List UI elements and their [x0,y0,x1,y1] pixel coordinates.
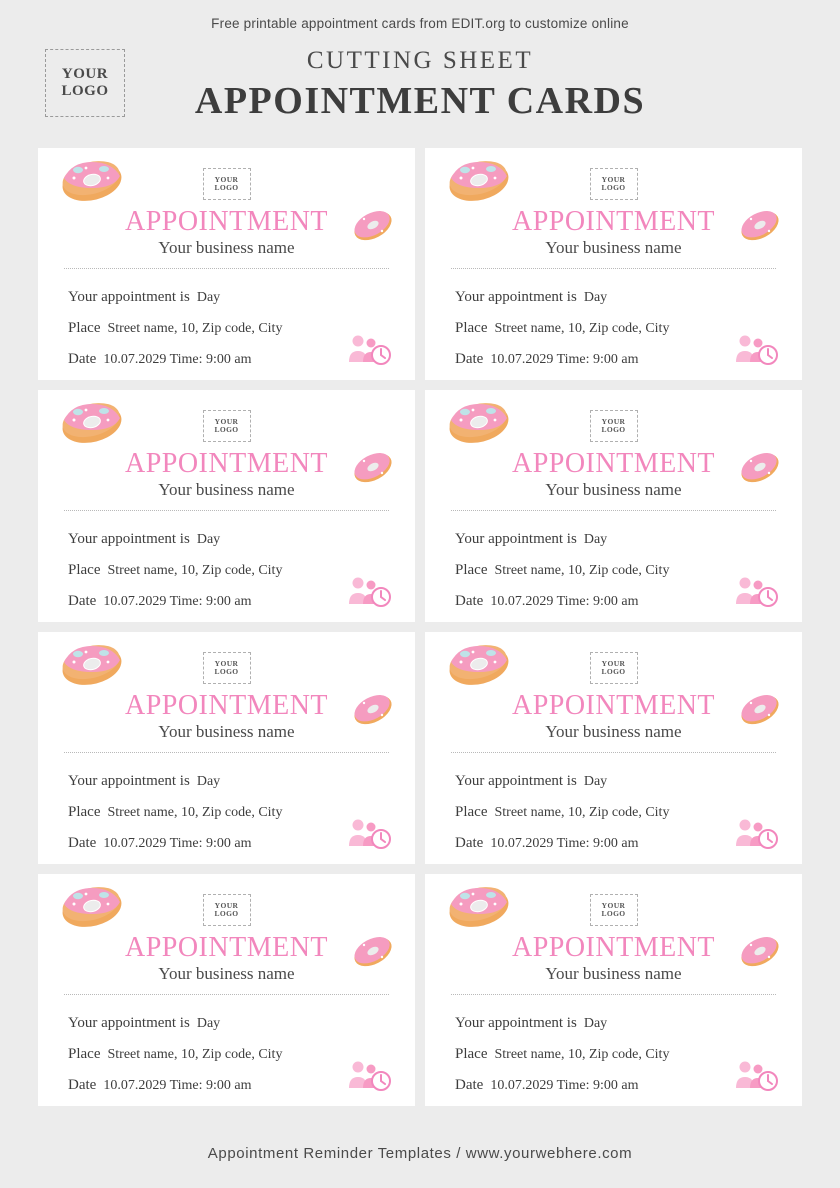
card-date-line [68,1076,252,1094]
card-business-name: Your business name [158,722,295,741]
promo-note: Free printable appointment cards from EDIT.org to customize online [211,16,629,31]
card-logo-line-2: LOGO [601,183,626,192]
card-business-name: Your business name [158,964,295,983]
date-value: 10.07.2029 Time: 9:00 am [490,836,639,851]
date-value: 10.07.2029 Time: 9:00 am [490,352,639,367]
appointment-value: Day [583,290,608,305]
appointment-card[interactable] [425,390,802,622]
logo-line-2: LOGO [61,83,109,99]
card-divider [451,268,776,269]
page-title [0,37,840,123]
card-logo-line-2: LOGO [601,909,626,918]
card-divider [64,510,389,511]
appointment-card[interactable] [425,632,802,864]
card-title: APPOINTMENT [124,206,329,237]
appointment-label: Your appointment is [68,531,190,547]
place-label: Place [455,562,488,578]
date-label: Date [455,351,484,367]
appointment-label: Your appointment is [455,773,577,789]
people-clock-icon [734,574,780,608]
donut-icon [60,882,124,928]
card-date-line [68,592,252,610]
donut-icon [60,640,124,686]
date-label: Date [68,593,97,609]
appointment-card[interactable] [425,148,802,380]
card-place-line [455,319,669,337]
date-value: 10.07.2029 Time: 9:00 am [490,1078,639,1093]
date-value: 10.07.2029 Time: 9:00 am [103,594,252,609]
card-appointment-line [455,530,607,548]
people-clock-icon [734,332,780,366]
card-logo-line-1: YOUR [214,416,239,426]
card-business-name: Your business name [545,722,682,741]
appointment-card[interactable] [425,874,802,1106]
place-value: Street name, 10, Zip code, City [107,805,283,820]
people-clock-icon [734,816,780,850]
card-appointment-line [455,1014,607,1032]
date-label: Date [455,835,484,851]
place-value: Street name, 10, Zip code, City [107,563,283,578]
card-logo-line-1: YOUR [601,416,626,426]
date-value: 10.07.2029 Time: 9:00 am [103,1078,252,1093]
card-date-line [455,834,639,852]
card-appointment-line [455,772,607,790]
date-label: Date [68,351,97,367]
card-appointment-line [68,1014,220,1032]
card-date-line [455,1076,639,1094]
card-business-name: Your business name [545,238,682,257]
logo-placeholder-icon [590,894,638,926]
date-value: 10.07.2029 Time: 9:00 am [490,594,639,609]
card-title: APPOINTMENT [124,932,329,963]
card-business-name: Your business name [545,480,682,499]
card-place-line [68,319,282,337]
card-place-line [68,561,282,579]
appointment-label: Your appointment is [455,1015,577,1031]
card-business-name: Your business name [158,480,295,499]
date-label: Date [68,835,97,851]
appointment-card[interactable] [38,390,415,622]
donut-icon [447,640,511,686]
card-divider [64,752,389,753]
appointment-card[interactable] [38,148,415,380]
appointment-value: Day [196,290,221,305]
place-label: Place [68,804,101,820]
card-logo-line-2: LOGO [214,667,239,676]
card-business-name: Your business name [545,964,682,983]
sheet-title: APPOINTMENT CARDS [194,80,646,122]
logo-placeholder-icon [590,410,638,442]
appointment-label: Your appointment is [68,289,190,305]
place-value: Street name, 10, Zip code, City [494,1047,670,1062]
place-value: Street name, 10, Zip code, City [494,805,670,820]
appointment-label: Your appointment is [455,289,577,305]
people-clock-icon [347,574,393,608]
people-clock-icon [734,1058,780,1092]
card-logo-line-2: LOGO [601,667,626,676]
logo-placeholder-icon [45,49,125,117]
date-label: Date [68,1077,97,1093]
place-value: Street name, 10, Zip code, City [494,563,670,578]
donut-icon [447,156,511,202]
logo-placeholder-icon [203,168,251,200]
people-clock-icon [347,816,393,850]
appointment-value: Day [196,1016,221,1031]
date-value: 10.07.2029 Time: 9:00 am [103,352,252,367]
place-label: Place [68,1046,101,1062]
card-logo-line-2: LOGO [214,909,239,918]
card-logo-line-1: YOUR [601,174,626,184]
card-appointment-line [455,288,607,306]
card-appointment-line [68,772,220,790]
card-divider [64,268,389,269]
date-value: 10.07.2029 Time: 9:00 am [103,836,252,851]
card-appointment-line [68,288,220,306]
card-title: APPOINTMENT [511,932,716,963]
card-date-line [68,350,252,368]
logo-line-1: YOUR [61,65,109,82]
card-date-line [455,592,639,610]
date-label: Date [455,1077,484,1093]
place-label: Place [68,320,101,336]
logo-placeholder-icon [203,652,251,684]
logo-placeholder-icon [203,410,251,442]
card-grid [38,148,802,1106]
appointment-card[interactable] [38,874,415,1106]
sheet-header [0,37,840,133]
footer-text: Appointment Reminder Templates / www.yourwebhere.com [207,1145,633,1162]
card-logo-line-1: YOUR [214,900,239,910]
card-place-line [68,1045,282,1063]
logo-placeholder-icon [203,894,251,926]
appointment-value: Day [196,774,221,789]
place-label: Place [68,562,101,578]
card-place-line [68,803,282,821]
appointment-label: Your appointment is [68,1015,190,1031]
card-appointment-line [68,530,220,548]
card-logo-line-2: LOGO [601,425,626,434]
people-clock-icon [347,332,393,366]
donut-icon [60,156,124,202]
appointment-label: Your appointment is [455,531,577,547]
place-label: Place [455,804,488,820]
logo-placeholder-icon [590,168,638,200]
donut-icon [447,882,511,928]
card-place-line [455,561,669,579]
card-divider [451,752,776,753]
donut-icon [447,398,511,444]
card-title: APPOINTMENT [124,448,329,479]
card-logo-line-2: LOGO [214,425,239,434]
appointment-value: Day [583,532,608,547]
place-value: Street name, 10, Zip code, City [107,1047,283,1062]
appointment-value: Day [196,532,221,547]
card-logo-line-1: YOUR [601,658,626,668]
appointment-label: Your appointment is [68,773,190,789]
place-label: Place [455,1046,488,1062]
card-date-line [68,834,252,852]
place-value: Street name, 10, Zip code, City [494,321,670,336]
card-title: APPOINTMENT [511,206,716,237]
card-title: APPOINTMENT [511,690,716,721]
donut-icon [60,398,124,444]
place-label: Place [455,320,488,336]
card-logo-line-1: YOUR [214,658,239,668]
appointment-value: Day [583,1016,608,1031]
people-clock-icon [347,1058,393,1092]
card-title: APPOINTMENT [511,448,716,479]
card-date-line [455,350,639,368]
card-title: APPOINTMENT [124,690,329,721]
logo-placeholder-icon [590,652,638,684]
date-label: Date [455,593,484,609]
card-divider [64,994,389,995]
card-divider [451,510,776,511]
card-divider [451,994,776,995]
card-logo-line-1: YOUR [601,900,626,910]
appointment-value: Day [583,774,608,789]
appointment-card[interactable] [38,632,415,864]
card-place-line [455,803,669,821]
place-value: Street name, 10, Zip code, City [107,321,283,336]
card-logo-line-1: YOUR [214,174,239,184]
card-place-line [455,1045,669,1063]
card-logo-line-2: LOGO [214,183,239,192]
sheet-subtitle: CUTTING SHEET [306,47,534,74]
card-business-name: Your business name [158,238,295,257]
